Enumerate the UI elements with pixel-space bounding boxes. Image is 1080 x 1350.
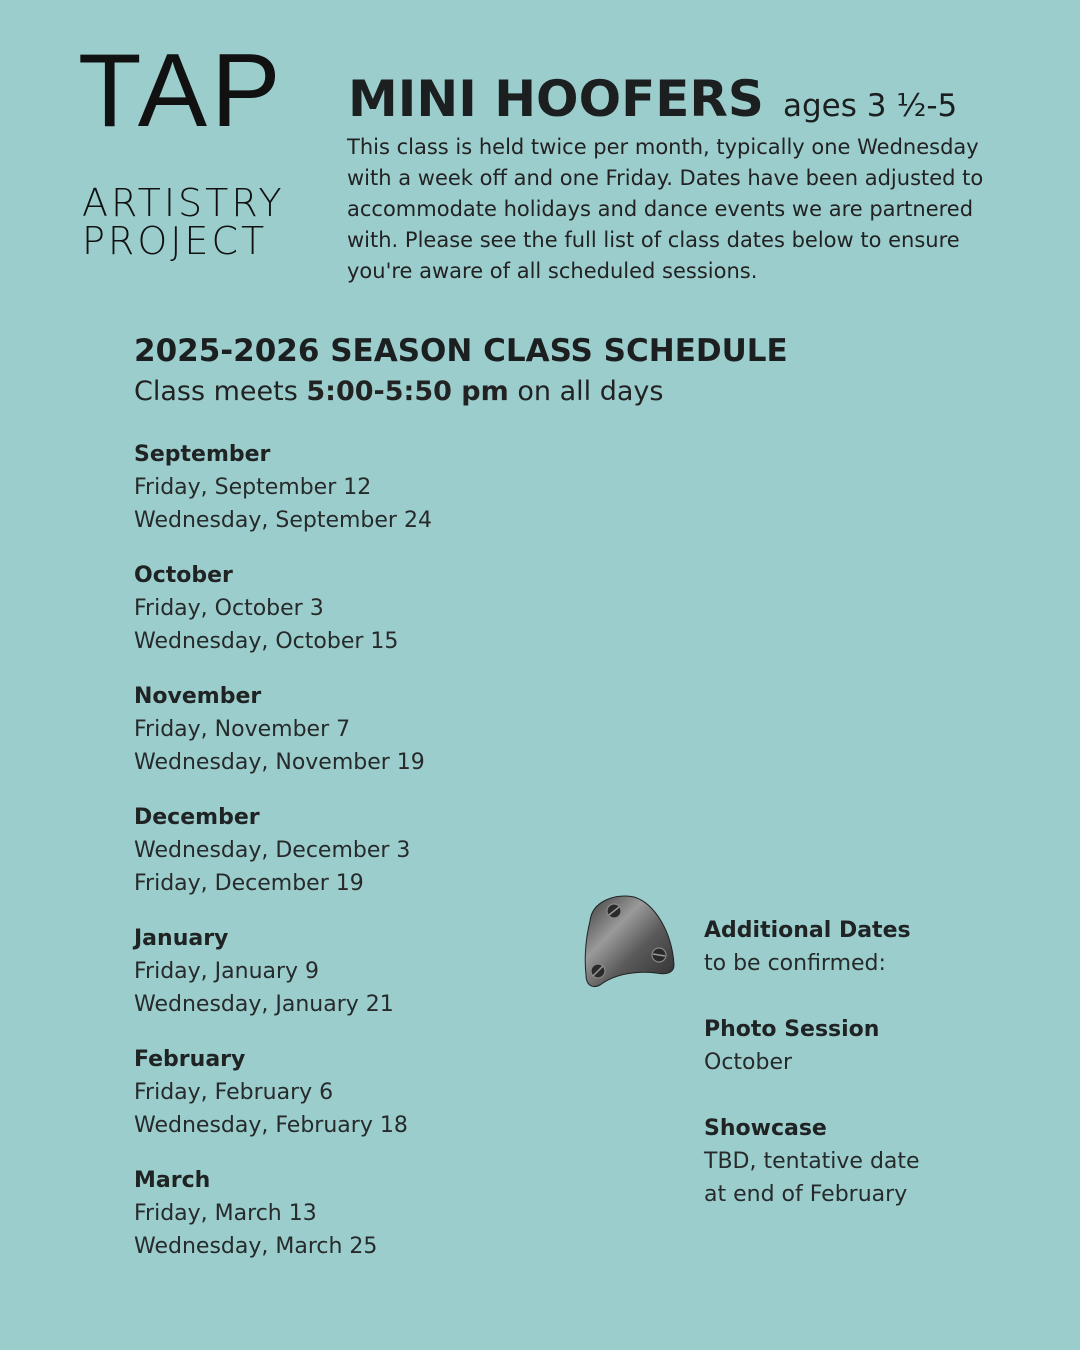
month-december — [134, 801, 574, 922]
page-title: MINI HOOFERS — [348, 70, 764, 128]
extra-line: TBD, tentative date — [704, 1149, 920, 1174]
header-title-row — [348, 70, 957, 128]
meets-suffix: on all days — [517, 376, 664, 407]
month-november — [134, 680, 574, 801]
month-name: February — [134, 1047, 246, 1072]
class-date: Wednesday, February 18 — [134, 1113, 408, 1138]
month-name: November — [134, 684, 262, 709]
class-date: Friday, September 12 — [134, 475, 372, 500]
schedule-title: 2025-2026 SEASON CLASS SCHEDULE — [134, 333, 788, 369]
month-october — [134, 559, 574, 680]
class-date: Wednesday, December 3 — [134, 838, 411, 863]
class-date: Friday, October 3 — [134, 596, 324, 621]
month-january — [134, 922, 574, 1043]
month-february — [134, 1043, 574, 1164]
month-september — [134, 438, 574, 559]
month-march — [134, 1164, 574, 1285]
showcase-block — [704, 1112, 1044, 1211]
extra-heading: Additional Dates — [704, 918, 911, 943]
photo-session-block — [704, 1013, 1044, 1079]
class-date: Friday, March 13 — [134, 1201, 317, 1226]
age-range: ages 3 ½-5 — [783, 88, 958, 124]
additional-dates-block — [704, 914, 1044, 980]
month-name: January — [134, 926, 229, 951]
logo-project-text: PROJECT — [82, 219, 268, 263]
class-date: Wednesday, January 21 — [134, 992, 394, 1017]
intro-paragraph: This class is held twice per month, typically one Wednesday with a week off and one Friday. Dates have been adjusted to accommodate holidays and dance events we are partnered with. Please see the full list of class dates below to ensure you're aware of all scheduled sessions. — [347, 135, 984, 283]
logo-tap-text: TAP — [78, 33, 285, 149]
month-name: December — [134, 805, 260, 830]
extra-heading: Photo Session — [704, 1017, 880, 1042]
month-name: September — [134, 442, 271, 467]
extra-line: to be confirmed: — [704, 951, 886, 976]
meets-prefix: Class meets — [134, 376, 298, 407]
extra-heading: Showcase — [704, 1116, 827, 1141]
month-name: October — [134, 563, 233, 588]
logo-artistry-text: ARTISTRY — [82, 181, 285, 225]
extra-line: October — [704, 1050, 793, 1075]
month-name: March — [134, 1168, 211, 1193]
class-date: Wednesday, September 24 — [134, 508, 432, 533]
class-date: Friday, November 7 — [134, 717, 351, 742]
month-list — [134, 438, 574, 1285]
additional-dates-panel — [704, 914, 1044, 1244]
class-date: Friday, January 9 — [134, 959, 320, 984]
extra-line: at end of February — [704, 1182, 908, 1207]
schedule-meeting-time — [134, 376, 663, 407]
class-date: Wednesday, October 15 — [134, 629, 399, 654]
tap-artistry-project-logo — [78, 33, 285, 263]
meets-time: 5:00-5:50 pm — [306, 376, 509, 407]
class-date: Wednesday, November 19 — [134, 750, 425, 775]
class-date: Friday, December 19 — [134, 871, 364, 896]
class-date: Friday, February 6 — [134, 1080, 334, 1105]
tap-plate-icon — [582, 893, 678, 989]
class-date: Wednesday, March 25 — [134, 1234, 378, 1259]
